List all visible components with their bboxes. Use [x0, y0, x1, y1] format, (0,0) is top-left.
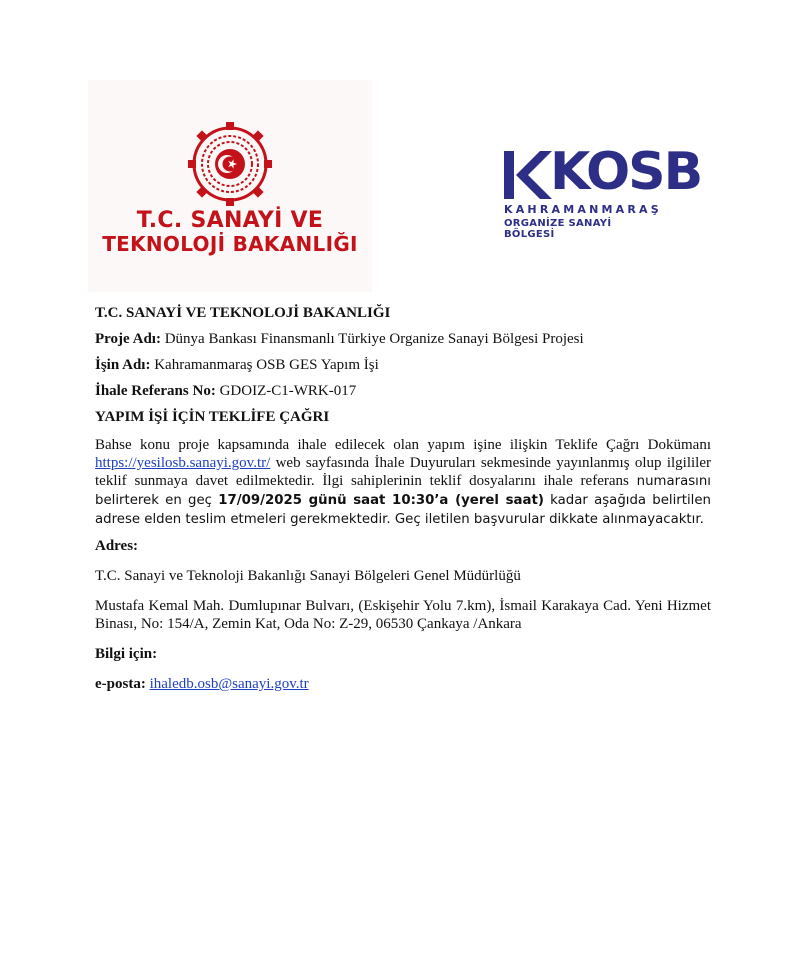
ihale-value: GDOIZ-C1-WRK-017	[219, 383, 357, 399]
body-part3: numarasını belirterek en geç	[95, 474, 711, 508]
doc-title: YAPIM İŞİ İÇİN TEKLİFE ÇAĞRI	[95, 409, 330, 425]
body-part1: Bahse konu proje kapsamında ihale edilecek olan yapım işine ilişkin Teklife Çağrı Dokümanı	[95, 437, 711, 453]
eposta-line	[95, 675, 711, 693]
proje-label: Proje Adı:	[95, 331, 161, 347]
isin-label: İşin Adı:	[95, 357, 151, 373]
ministry-name-line2: TEKNOLOJİ BAKANLIĞI	[102, 232, 358, 256]
kosb-wordmark: KOSB	[550, 142, 702, 202]
doc-heading: T.C. SANAYİ VE TEKNOLOJİ BAKANLIĞI	[95, 305, 391, 321]
ministry-logo	[88, 80, 372, 292]
bilgi-label: Bilgi için:	[95, 646, 158, 662]
body-part2: web sayfasında İhale Duyuruları sekmesinde yayınlanmış olup ilgililer teklif sunmaya davet edilmektedir. İlgi sahiplerinin teklif dosyalarını ihale referans	[95, 455, 711, 489]
ministry-name-line1: T.C. SANAYİ VE	[136, 208, 324, 233]
document-body	[95, 304, 711, 701]
body-deadline: 17/09/2025 günü saat 10:30’a (yerel saat)	[218, 493, 544, 508]
isin-line	[95, 356, 711, 374]
kosb-subtitle: ORGANİZE SANAYİ BÖLGESİ	[504, 218, 612, 240]
isin-value: Kahramanmaraş OSB GES Yapım İşi	[154, 357, 379, 373]
proje-value: Dünya Bankası Finansmanlı Türkiye Organize Sanayi Bölgesi Projesi	[164, 331, 584, 347]
body-paragraph	[95, 436, 711, 529]
body-part4: kadar aşağıda belirtilen adrese elden teslim etmeleri gerekmektedir. Geç iletilen başvurular dikkate alınmayacaktır.	[95, 493, 711, 527]
adres-line1: T.C. Sanayi ve Teknoloji Bakanlığı Sanayi Bölgeleri Genel Müdürlüğü	[95, 568, 521, 584]
eposta-link[interactable]: ihaledb.osb@sanayi.gov.tr	[149, 676, 309, 692]
kosb-city: KAHRAMANMARAŞ	[504, 203, 662, 216]
ministry-emblem-icon	[181, 118, 279, 208]
kosb-logo	[490, 142, 702, 245]
adres-line2: Mustafa Kemal Mah. Dumlupınar Bulvarı, (Eskişehir Yolu 7.km), İsmail Karakaya Cad. Yeni Hizmet Binası, No: 154/A, Zemin Kat, Oda No: Z-29, 06530 Çankaya /Ankara	[95, 598, 711, 632]
adres-label: Adres:	[95, 538, 139, 554]
eposta-label: e-posta:	[95, 676, 146, 692]
ihale-label: İhale Referans No:	[95, 383, 216, 399]
website-link[interactable]: https://yesilosb.sanayi.gov.tr/	[95, 455, 271, 471]
proje-line	[95, 330, 711, 348]
ihale-line	[95, 382, 711, 400]
